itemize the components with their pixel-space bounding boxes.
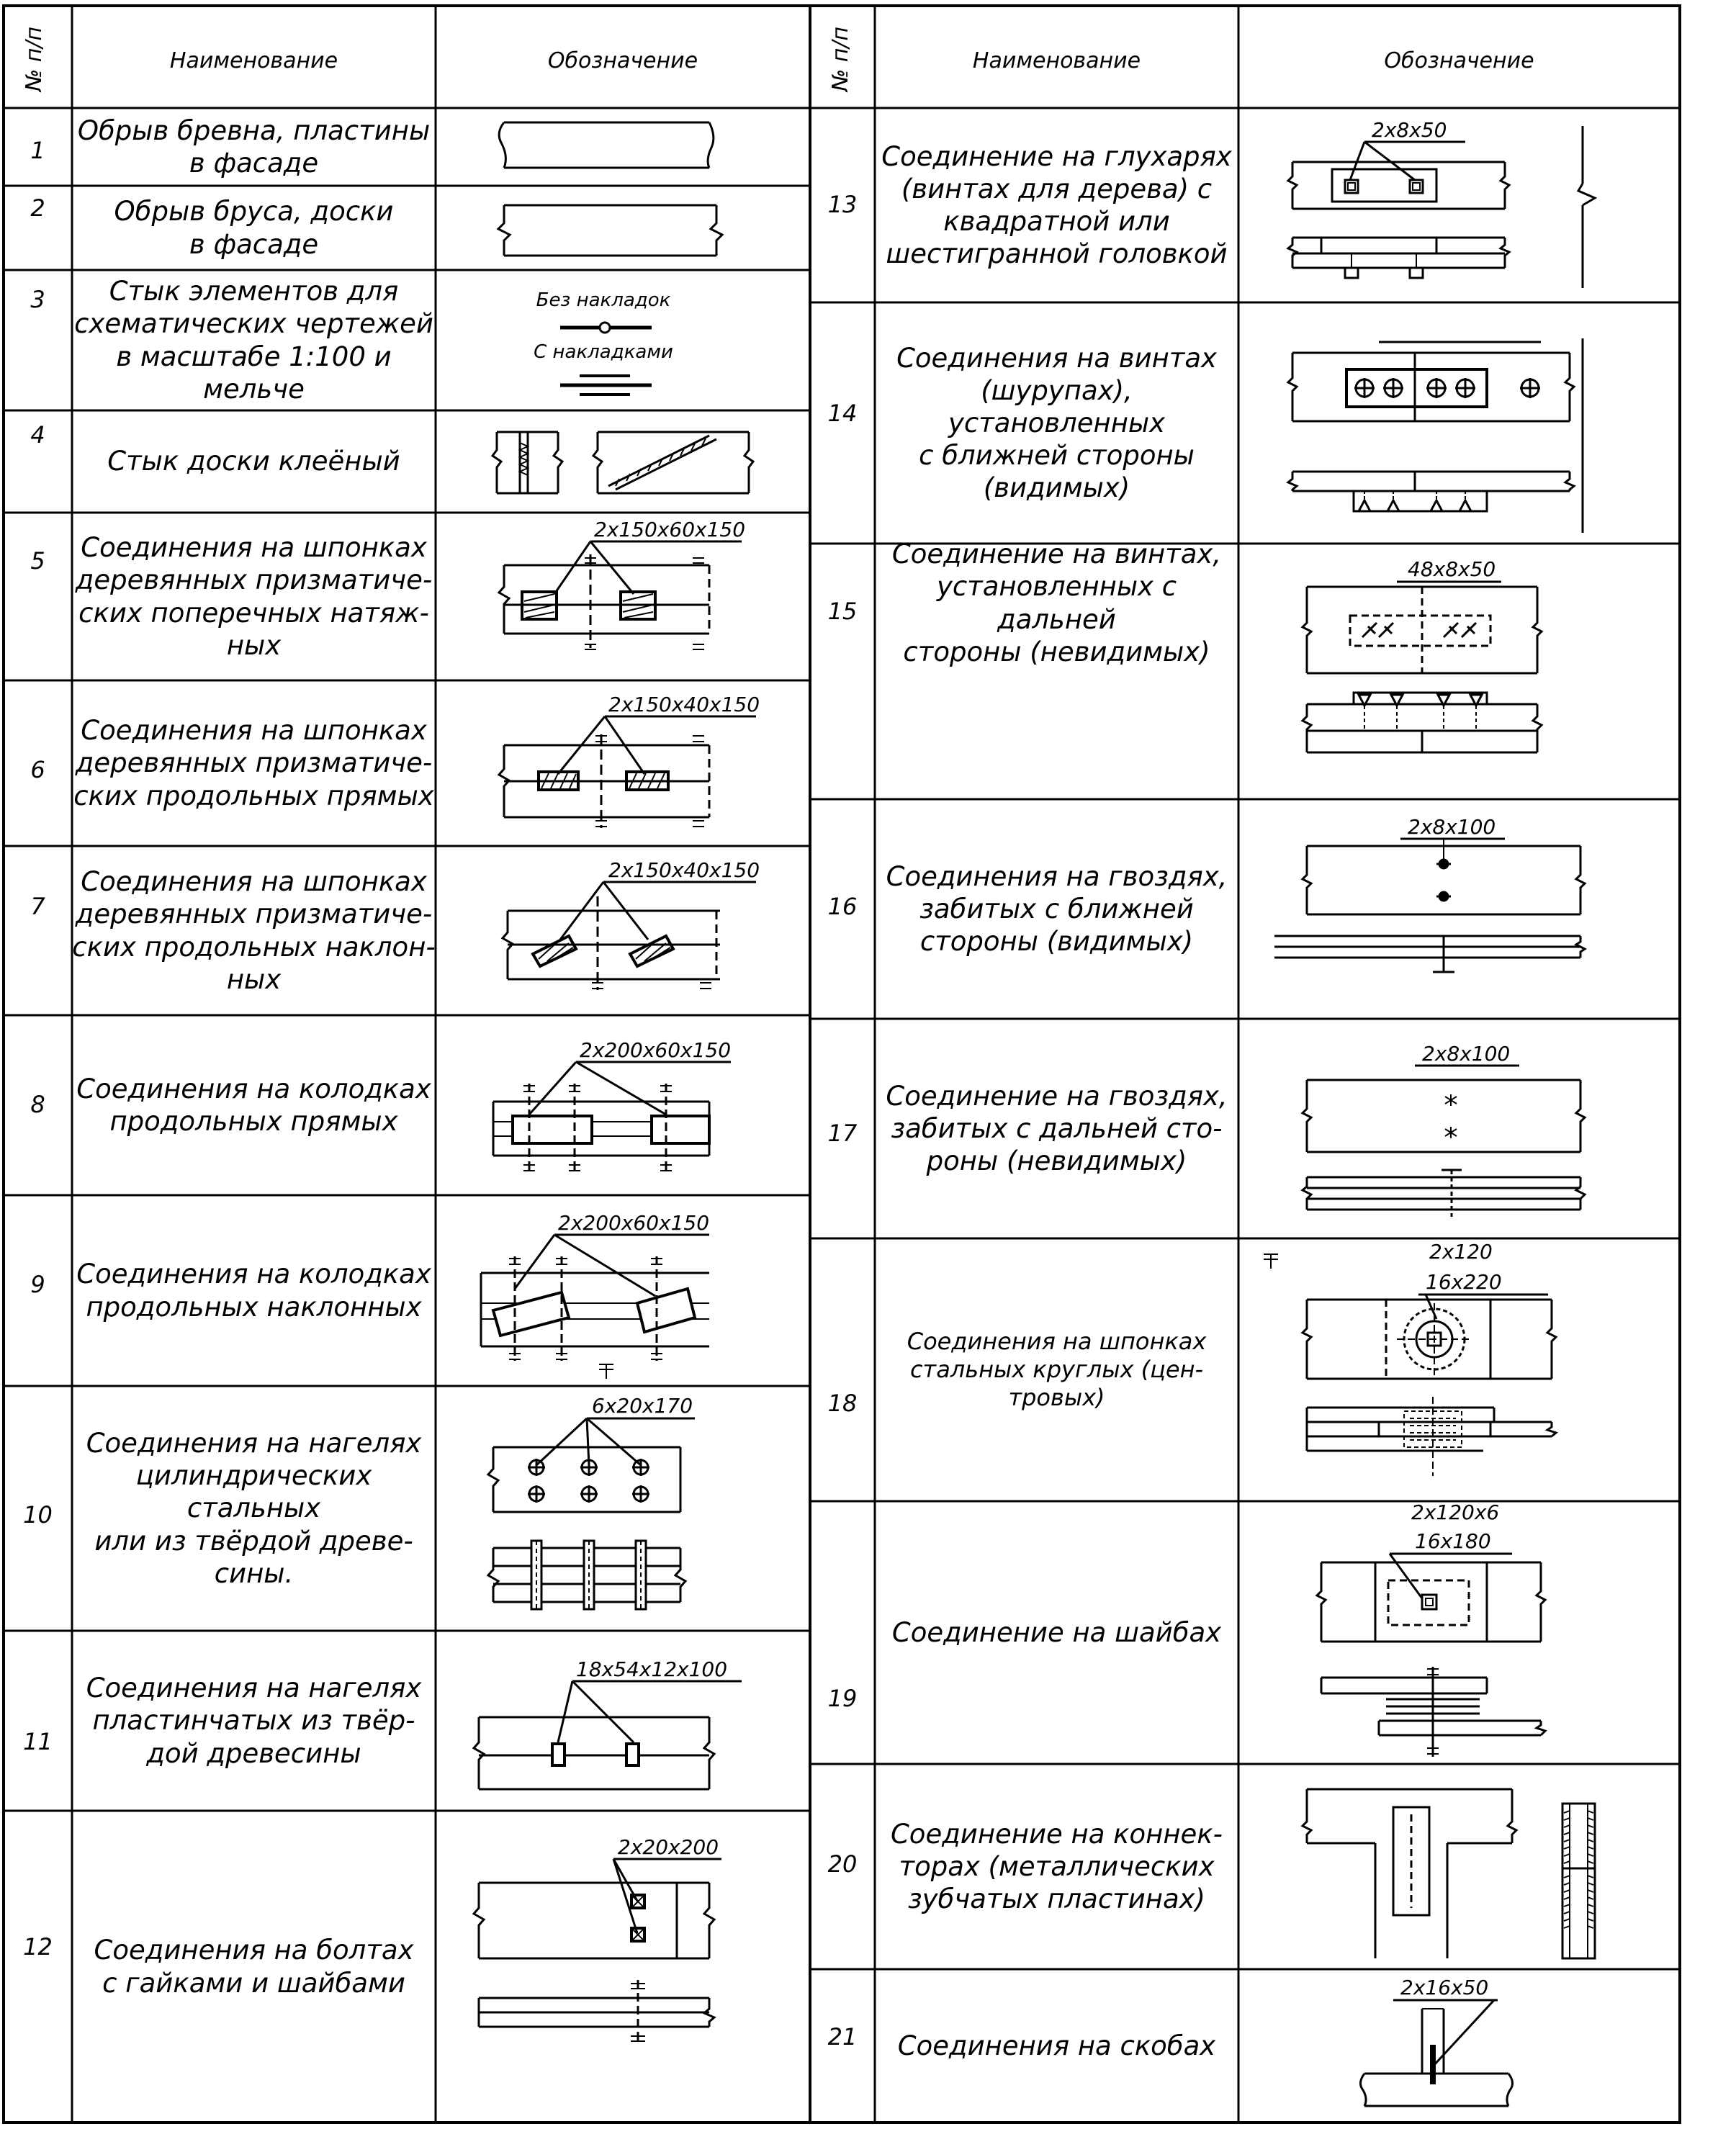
row-num: 21 <box>827 2023 858 2051</box>
label-size: 2х150х40х150 <box>608 858 760 882</box>
row-num: 19 <box>827 1685 858 1712</box>
label-no-overlays: Без накладок <box>536 289 671 311</box>
symbol-connectors <box>1303 1789 1595 1958</box>
row-num: 15 <box>827 598 858 625</box>
label-size-a: 2х120 <box>1429 1240 1493 1264</box>
row-num: 9 <box>30 1271 45 1298</box>
symbol-inclined-blocks <box>481 1211 709 1379</box>
symbol-longitudinal-keys <box>499 693 760 828</box>
row-name: Соединения на шпонках деревянных призматиче- ских продольных прямых <box>73 715 434 811</box>
symbol-visible-nails <box>1274 815 1585 972</box>
row-num: 8 <box>30 1091 45 1118</box>
row-name: Соединения на шпонках деревянных призматиче- ских поперечных натяж- ных <box>75 532 433 661</box>
symbol-visible-screws <box>1288 338 1583 533</box>
row-name: Соединение на шайбах <box>891 1616 1222 1648</box>
label-size: 2х8х100 <box>1408 815 1496 839</box>
row-name: Обрыв бруса, доски в фасаде <box>114 196 394 260</box>
row-num: 4 <box>30 421 45 449</box>
label-size: 2х8х100 <box>1422 1042 1511 1066</box>
row-name: Соединения на скобах <box>897 2030 1216 2061</box>
label-size: 2х150х60х150 <box>594 518 746 541</box>
row-num: 3 <box>30 286 45 313</box>
row-num: 14 <box>827 400 858 427</box>
symbol-hidden-screws <box>1303 557 1542 752</box>
header-num-left: № п/п <box>22 26 47 92</box>
row-num: 12 <box>23 1933 53 1961</box>
label-with-overlays: С накладками <box>534 341 673 363</box>
label-size: 48х8х50 <box>1408 557 1496 581</box>
row-name: Соединение на коннек- торах (металлических зубчатых пластинах) <box>890 1818 1223 1915</box>
symbol-log-break <box>499 122 714 168</box>
row-num: 17 <box>827 1120 858 1147</box>
row-name: Соединения на шпонках стальных круглых (цен- тровых) <box>907 1327 1207 1412</box>
symbol-plate-dowels <box>474 1657 742 1789</box>
symbol-schematic-joint <box>534 289 673 395</box>
label-size-b: 16х180 <box>1415 1529 1491 1553</box>
label-size: 2х150х40х150 <box>608 693 760 716</box>
row-num: 18 <box>827 1390 858 1417</box>
row-num: 20 <box>827 1850 858 1878</box>
row-num: 7 <box>30 893 45 920</box>
row-name: Соединение на винтах, установленных с дальней стороны (невидимых) <box>891 539 1222 667</box>
header-name-right: Наименование <box>972 48 1141 73</box>
row-num: 16 <box>827 893 858 920</box>
header-num-right: № п/п <box>828 26 853 92</box>
row-name: Соединения на шпонках деревянных призматиче- ских продольных наклон- ных <box>72 866 436 995</box>
row-name: Соединение на гвоздях, забитых с дальней сто- роны (невидимых) <box>886 1080 1228 1177</box>
row-num: 6 <box>30 756 45 783</box>
header-symbol-left: Обозначение <box>547 48 698 73</box>
label-size: 2х200х60х150 <box>558 1211 710 1235</box>
row-name: Соединения на колодках продольных прямых <box>76 1073 431 1137</box>
symbol-beam-break <box>498 205 722 256</box>
symbol-washers <box>1317 1500 1545 1757</box>
label-size: 6х20х170 <box>592 1394 693 1418</box>
symbol-straight-blocks <box>493 1038 731 1171</box>
symbol-bolts <box>474 1835 721 2045</box>
header-name-left: Наименование <box>169 48 338 73</box>
row-name: Соединения на винтах (шурупах), установленных с ближней стороны (видимых) <box>896 342 1217 504</box>
symbol-ring-keys <box>1264 1240 1556 1476</box>
symbol-inclined-keys <box>503 858 760 990</box>
symbol-cylindrical-dowels <box>488 1394 695 1609</box>
symbol-hidden-nails <box>1303 1042 1585 1217</box>
symbol-transverse-keys <box>499 518 745 649</box>
row-num: 11 <box>23 1728 53 1755</box>
row-name: Соединения на нагелях цилиндрических стальных или из твёрдой древе- сины. <box>86 1428 422 1589</box>
label-size: 2х8х50 <box>1372 118 1447 142</box>
row-name: Обрыв бревна, пластины в фасаде <box>77 114 431 179</box>
row-num: 10 <box>23 1501 53 1529</box>
row-name: Соединения на гвоздях, забитых с ближней стороны (видимых) <box>886 860 1228 958</box>
symbol-lag-screws <box>1288 118 1595 288</box>
row-num: 2 <box>30 194 45 222</box>
row-name: Соединения на болтах с гайками и шайбами <box>94 1935 414 1999</box>
label-size: 2х16х50 <box>1400 1976 1489 1999</box>
row-name: Соединения на колодках продольных наклонных <box>76 1259 431 1323</box>
symbol-glued-joint <box>493 432 753 493</box>
label-size-a: 2х120х6 <box>1411 1500 1500 1524</box>
row-name: Соединения на нагелях пластинчатых из твёр- дой древесины <box>86 1673 422 1769</box>
row-num: 5 <box>30 547 45 575</box>
row-num: 13 <box>827 191 858 218</box>
row-name: Соединение на глухарях (винтах для дерева) с квадратной или шестигранной головкой <box>881 140 1232 270</box>
row-num: 1 <box>30 137 45 164</box>
header-symbol-right: Обозначение <box>1384 48 1534 73</box>
label-size-b: 16х220 <box>1426 1270 1502 1294</box>
label-size: 2х20х200 <box>618 1835 719 1859</box>
row-name: Стык доски клеёный <box>107 446 400 477</box>
row-name: Стык элементов для схематических чертежей в масштабе 1:100 и мельче <box>74 276 433 405</box>
label-size: 2х200х60х150 <box>580 1038 732 1062</box>
label-size: 18х54х12х100 <box>576 1657 728 1681</box>
symbol-staples <box>1360 1976 1512 2106</box>
